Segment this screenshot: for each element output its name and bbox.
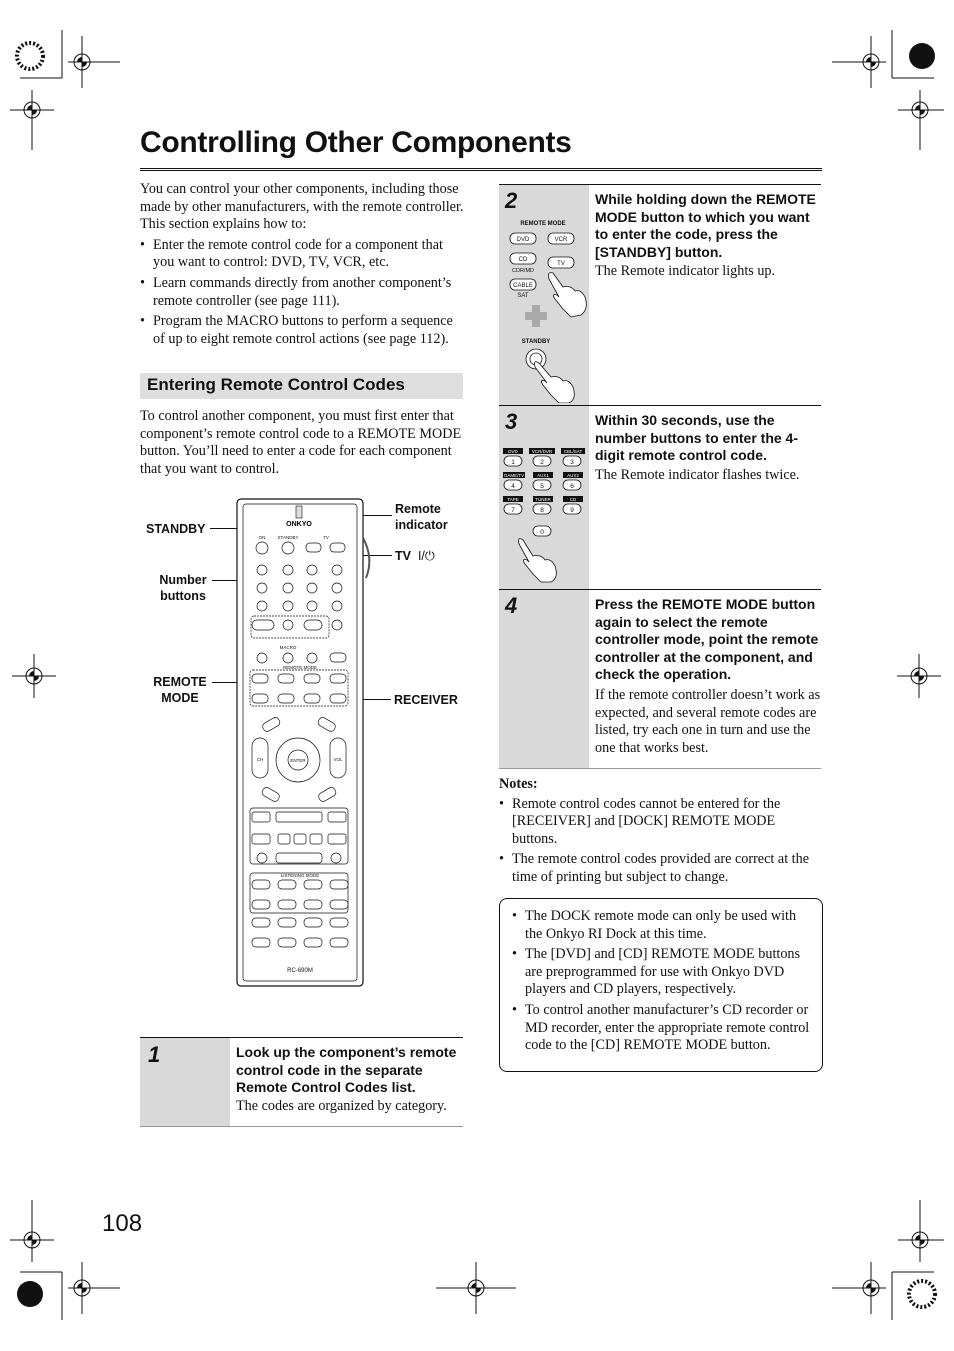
intro-text	[140, 181, 465, 351]
svg-text:AUX1: AUX1	[537, 473, 549, 478]
page-title: Controlling Other Components	[140, 126, 572, 159]
title-rule	[140, 168, 822, 171]
svg-text:8: 8	[540, 507, 544, 514]
svg-text:4: 4	[511, 483, 515, 490]
svg-text:TV: TV	[557, 261, 565, 267]
svg-text:STANDBY: STANDBY	[521, 339, 551, 345]
section-heading: Entering Remote Control Codes	[147, 375, 405, 394]
svg-text:2: 2	[540, 459, 544, 466]
list-item: • Remote control codes cannot be entered for the [RECEIVER] and [DOCK] REMOTE MODE buttons.	[499, 796, 821, 849]
step-number: 2	[505, 188, 518, 213]
svg-text:CD: CD	[518, 257, 528, 263]
svg-text:9: 9	[570, 507, 574, 514]
intro-bullets	[140, 237, 465, 349]
svg-text:VCR: VCR	[554, 237, 568, 243]
step-text: The Remote indicator flashes twice.	[595, 467, 800, 483]
step-text: If the remote controller doesn’t work as expected, and several remote codes are listed, try each one in turn and use the one that works best.	[595, 687, 821, 756]
svg-text:DVD: DVD	[508, 449, 518, 454]
step3-number-keys-illustration	[499, 444, 589, 586]
svg-text:GAME/TV: GAME/TV	[503, 473, 525, 478]
step-text: The Remote indicator lights up.	[595, 263, 776, 279]
svg-text:DVD: DVD	[516, 237, 530, 243]
svg-text:1: 1	[511, 459, 515, 466]
svg-text:LISTENING MODE: LISTENING MODE	[280, 873, 320, 878]
remote-model: RC-690M	[287, 968, 313, 974]
svg-text:6: 6	[570, 483, 574, 490]
svg-text:VCR/DVR: VCR/DVR	[531, 449, 553, 454]
list-item: • The [DVD] and [CD] REMOTE MODE buttons are preprogrammed for use with Onkyo DVD players and CD players, respectively.	[512, 946, 812, 999]
step-2	[499, 184, 821, 406]
svg-text:0: 0	[540, 529, 544, 536]
svg-text:MACRO: MACRO	[279, 645, 297, 650]
page-number: 108	[102, 1210, 143, 1237]
svg-text:CH: CH	[256, 757, 264, 762]
svg-text:AUX2: AUX2	[567, 473, 579, 478]
svg-text:STANDBY: STANDBY	[277, 535, 299, 540]
label-remote-mode: REMOTE MODE	[153, 675, 207, 705]
svg-text:TAPE: TAPE	[507, 497, 519, 502]
svg-text:ON: ON	[258, 535, 266, 540]
list-item: • Learn commands directly from another component’s remote controller (see page 111).	[140, 275, 465, 310]
svg-text:TUNER: TUNER	[535, 497, 551, 502]
notes	[499, 776, 821, 890]
section-heading-bar	[140, 373, 463, 399]
notes-heading: Notes:	[499, 776, 538, 792]
svg-text:3: 3	[570, 459, 574, 466]
svg-text:SAT: SAT	[517, 293, 529, 299]
label-receiver: RECEIVER	[394, 693, 458, 707]
label-tv: TV I/⏻	[395, 549, 435, 563]
svg-text:CABLE: CABLE	[513, 283, 533, 289]
label-remote-indicator: Remote indicator	[395, 502, 448, 532]
remote-controller-illustration	[236, 498, 376, 988]
step2-remote-mode-illustration	[505, 213, 589, 403]
step-heading: Look up the component’s remote control code in the separate Remote Control Codes list.	[236, 1044, 457, 1096]
label-number-buttons: Number buttons	[159, 573, 207, 603]
step-4	[499, 589, 821, 769]
step-number: 3	[505, 409, 518, 434]
svg-text:5: 5	[540, 483, 544, 490]
step-3	[499, 405, 821, 590]
svg-text:7: 7	[511, 507, 515, 514]
step-text: The codes are organized by category.	[236, 1098, 447, 1114]
step-heading: Within 30 seconds, use the number buttons to enter the 4-digit remote control code.	[595, 412, 798, 464]
svg-text:CBL/SAT: CBL/SAT	[563, 449, 583, 454]
svg-text:REMOTE MODE: REMOTE MODE	[520, 221, 566, 227]
list-item: • To control another manufacturer’s CD recorder or MD recorder, enter the appropriate remote control code to the [CD] REMOTE MODE button.	[512, 1002, 812, 1055]
label-standby: STANDBY	[146, 522, 206, 536]
svg-text:VOL: VOL	[333, 757, 343, 762]
list-item: • Program the MACRO buttons to perform a sequence of up to eight remote control actions (see page 112).	[140, 313, 465, 348]
svg-text:ENTER: ENTER	[290, 758, 306, 763]
svg-text:TV: TV	[323, 535, 329, 540]
svg-text:REMOTE MODE: REMOTE MODE	[282, 665, 318, 670]
step-number: 1	[148, 1042, 161, 1067]
intro-paragraph: You can control your other components, including those made by other manufacturers, with the remote controller. This section explains how to:	[140, 181, 464, 233]
svg-text:CD: CD	[569, 497, 577, 502]
section-body: To control another component, you must first enter that component’s remote control code to a REMOTE MODE button. You’ll need to enter a code for each component that you want to control.	[140, 408, 462, 477]
svg-text:CDR/MD: CDR/MD	[512, 268, 534, 274]
remote-brand: ONKYO	[286, 521, 312, 528]
list-item: • Enter the remote control code for a component that you want to control: DVD, TV, VCR, etc.	[140, 237, 465, 272]
step-heading: Press the REMOTE MODE button again to select the remote controller mode, point the remote controller at the component, and check the operation.	[595, 596, 819, 683]
step-heading: While holding down the REMOTE MODE button to which you want to enter the code, press the [STANDBY] button.	[595, 191, 816, 260]
step-1	[140, 1037, 463, 1127]
step-number: 4	[505, 593, 518, 618]
list-item: • The remote control codes provided are correct at the time of printing but subject to change.	[499, 851, 821, 886]
info-box	[499, 898, 823, 1072]
list-item: • The DOCK remote mode can only be used with the Onkyo RI Dock at this time.	[512, 908, 812, 943]
